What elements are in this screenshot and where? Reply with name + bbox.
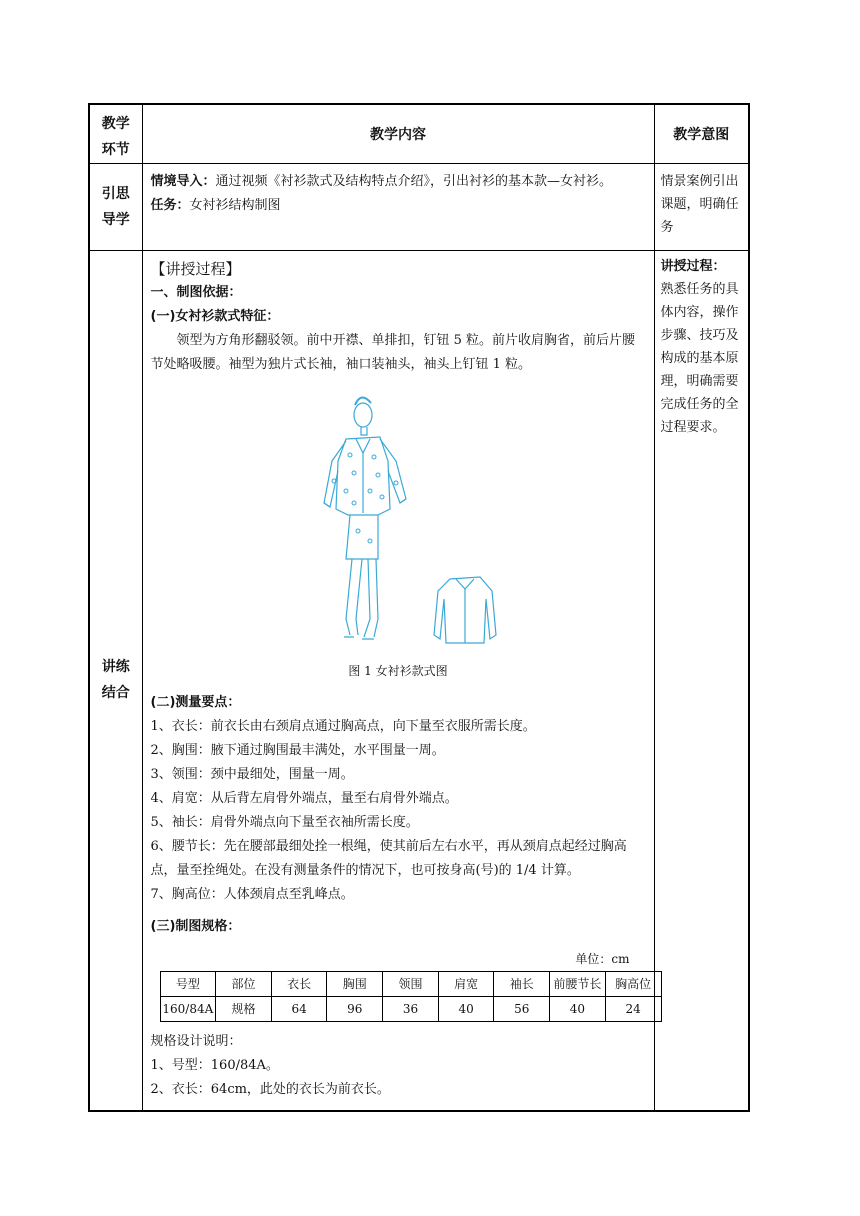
figure-caption: 图 1 女衬衫款式图 xyxy=(348,664,448,678)
spec-value-row xyxy=(160,997,661,1022)
measure-item: 6、腰节长：先在腰部最细处拴一根绳，使其前后左右水平，再从颈肩点起经过胸高点，量至拴绳处。在没有测量条件的情况下，也可按身高(号)的 1/4 计算。 xyxy=(150,839,627,878)
main-stage-cell xyxy=(89,251,142,1111)
intro-row xyxy=(89,164,749,251)
shirt-sketch-illustration xyxy=(228,391,568,653)
intro-stage-line1: 引思 xyxy=(101,186,130,202)
intro-content-cell xyxy=(142,164,654,251)
spec-note: 2、衣长：64cm，此处的衣长为前衣长。 xyxy=(150,1082,390,1097)
spec-note: 1、号型：160/84A。 xyxy=(150,1058,279,1073)
measure-item: 1、衣长：前衣长由右颈肩点通过胸高点，向下量至衣服所需长度。 xyxy=(150,719,536,734)
intent-text: 熟悉任务的具体内容，操作步骤、技巧及构成的基本原理，明确需要完成任务的全过程要求。 xyxy=(660,282,739,435)
style-features-text: 领型为方角形翻驳领。前中开襟、单排扣，钉钮 5 粒。前片收肩胸省，前后片腰节处略吸腰。袖型为独片式长袖，袖口装袖头，袖头上钉钮 1 粒。 xyxy=(150,333,636,372)
spec-table xyxy=(160,971,662,1022)
header-stage-line1: 教学 xyxy=(101,116,130,132)
measure-item: 7、胸高位：人体颈肩点至乳峰点。 xyxy=(150,887,354,902)
intent-label: 讲授过程： xyxy=(660,259,726,274)
lesson-plan-table xyxy=(88,103,750,1112)
spec-header-cell: 部位 xyxy=(216,972,272,997)
spec-value-cell: 40 xyxy=(550,997,606,1022)
shirt-style-figure xyxy=(151,391,646,661)
unit-label: 单位：cm xyxy=(575,952,630,966)
task-paragraph xyxy=(151,194,646,218)
spec-header-cell: 袖长 xyxy=(494,972,550,997)
main-stage-line2: 结合 xyxy=(101,685,130,702)
subsection-1-heading: (一)女衬衫款式特征： xyxy=(150,309,280,324)
measure-item: 5、袖长：肩骨外端点向下量至衣袖所需长度。 xyxy=(150,815,419,830)
header-intent-cell: 教学意图 xyxy=(654,104,749,164)
scene-paragraph xyxy=(151,170,646,194)
spec-value-cell: 24 xyxy=(605,997,661,1022)
spec-value-cell: 规格 xyxy=(216,997,272,1022)
process-title: 【讲授过程】 xyxy=(150,260,241,278)
scene-label: 情境导入： xyxy=(150,174,216,189)
spec-header-cell: 衣长 xyxy=(271,972,327,997)
header-content-cell: 教学内容 xyxy=(142,104,654,164)
subsection-3-heading: (三)制图规格： xyxy=(150,919,241,934)
spec-value-cell: 56 xyxy=(494,997,550,1022)
spec-header-cell: 胸围 xyxy=(327,972,383,997)
main-stage-line1: 讲练 xyxy=(101,659,130,676)
spec-value-cell: 96 xyxy=(327,997,383,1022)
scene-text: 通过视频《衬衫款式及结构特点介绍》，引出衬衫的基本款—女衬衫。 xyxy=(215,174,613,189)
spec-header-cell: 胸高位 xyxy=(605,972,661,997)
main-intent-cell xyxy=(654,251,749,1111)
section-1-heading: 一、制图依据： xyxy=(150,285,242,300)
intro-stage-line2: 导学 xyxy=(101,212,130,228)
intro-stage-cell xyxy=(89,164,142,251)
main-content-cell xyxy=(142,251,654,1111)
spec-value-cell: 64 xyxy=(271,997,327,1022)
spec-header-cell: 肩宽 xyxy=(438,972,494,997)
spec-note-title: 规格设计说明： xyxy=(150,1034,242,1049)
spec-header-cell: 号型 xyxy=(160,972,216,997)
measure-item: 2、胸围：腋下通过胸围最丰满处，水平围量一周。 xyxy=(150,743,445,758)
spec-value-cell: 160/84A xyxy=(160,997,216,1022)
main-row xyxy=(89,251,749,1111)
measure-item: 4、肩宽：从后背左肩骨外端点，量至右肩骨外端点。 xyxy=(150,791,458,806)
subsection-2-heading: (二)测量要点： xyxy=(150,695,241,710)
spec-header-row xyxy=(160,972,661,997)
spec-value-cell: 36 xyxy=(383,997,439,1022)
measure-item: 3、领围：颈中最细处，围量一周。 xyxy=(150,767,354,782)
intro-intent-cell: 情景案例引出课题，明确任务 xyxy=(654,164,749,251)
task-label: 任务： xyxy=(150,198,190,213)
task-text: 女衬衫结构制图 xyxy=(189,198,281,213)
spec-header-cell: 领围 xyxy=(383,972,439,997)
header-row xyxy=(89,104,749,164)
header-stage-line2: 环节 xyxy=(101,142,130,158)
header-stage-cell xyxy=(89,104,142,164)
spec-value-cell: 40 xyxy=(438,997,494,1022)
spec-header-cell: 前腰节长 xyxy=(550,972,606,997)
